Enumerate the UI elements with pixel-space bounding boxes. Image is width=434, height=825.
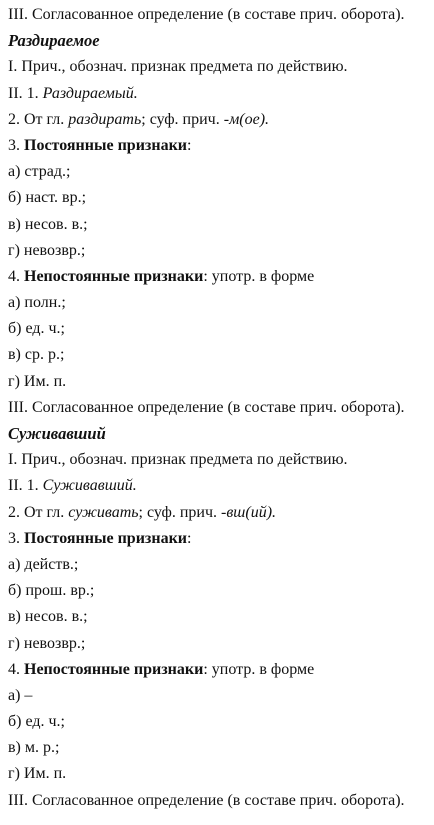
point-4	[8, 264, 434, 290]
previous-conclusion-line: III. Согласованное определение (в составе прич. оборота).	[8, 6, 405, 23]
point-4	[8, 657, 434, 683]
point-2	[8, 500, 434, 526]
point-3-tail: :	[187, 529, 192, 547]
point-4-tail: : употр. в форме	[203, 660, 315, 678]
constant-feature-v: в) несов. в.;	[8, 608, 88, 626]
variable-feature-a: а) –	[8, 686, 33, 704]
variable-feature-a: а) полн.;	[8, 294, 66, 312]
point-2-mid: ; суф. прич.	[141, 110, 224, 128]
initial-form: Суживавший.	[42, 477, 137, 495]
point-2-prefix: 2. От гл.	[8, 110, 69, 128]
variable-feature-g: г) Им. п.	[8, 372, 67, 390]
suffix: -вш(ий).	[221, 503, 277, 521]
point-II-prefix: II. 1.	[8, 84, 43, 102]
point-II-1	[8, 473, 434, 499]
source-verb: раздирать	[68, 110, 142, 128]
point-II-1	[8, 81, 434, 107]
block-heading: Суживавший	[8, 424, 106, 443]
variable-features-label: Непостоянные признаки	[24, 267, 204, 285]
variable-feature-v: в) м. р.;	[8, 739, 60, 757]
point-II-prefix: II. 1.	[8, 477, 43, 495]
point-4-num: 4.	[8, 660, 24, 678]
point-4-num: 4.	[8, 267, 24, 285]
constant-feature-b: б) наст. вр.;	[8, 189, 87, 207]
constant-feature-b: б) прош. вр.;	[8, 582, 95, 600]
point-3	[8, 526, 434, 552]
suffix: -м(ое).	[223, 110, 270, 128]
constant-feature-g: г) невозвр.;	[8, 634, 86, 652]
point-2	[8, 107, 434, 133]
point-I: I. Прич., обознач. признак предмета по действию.	[8, 451, 348, 469]
variable-feature-b: б) ед. ч.;	[8, 320, 65, 338]
constant-features-label: Постоянные признаки	[24, 529, 187, 547]
point-III: III. Согласованное определение (в составе прич. оборота).	[8, 791, 405, 809]
analysis-block-2	[8, 421, 434, 814]
point-3	[8, 133, 434, 159]
point-4-tail: : употр. в форме	[203, 267, 315, 285]
analysis-block-1	[8, 28, 434, 421]
point-III: III. Согласованное определение (в составе прич. оборота).	[8, 398, 405, 416]
variable-features-label: Непостоянные признаки	[24, 660, 204, 678]
point-3-num: 3.	[8, 529, 24, 547]
block-heading: Раздираемое	[8, 31, 100, 51]
point-I: I. Прич., обознач. признак предмета по действию.	[8, 58, 348, 76]
point-2-prefix: 2. От гл.	[8, 503, 69, 521]
constant-features-label: Постоянные признаки	[24, 136, 187, 154]
constant-feature-g: г) невозвр.;	[8, 241, 86, 259]
variable-feature-b: б) ед. ч.;	[8, 713, 65, 731]
point-2-mid: ; суф. прич.	[138, 503, 222, 521]
source-verb: суживать	[68, 503, 139, 521]
constant-feature-a: а) действ.;	[8, 555, 79, 573]
variable-feature-v: в) ср. р.;	[8, 346, 65, 364]
variable-feature-g: г) Им. п.	[8, 765, 67, 783]
constant-feature-a: а) страд.;	[8, 163, 71, 181]
initial-form: Раздираемый.	[42, 84, 138, 102]
constant-feature-v: в) несов. в.;	[8, 215, 88, 233]
point-3-tail: :	[187, 136, 192, 154]
point-3-num: 3.	[8, 136, 24, 154]
